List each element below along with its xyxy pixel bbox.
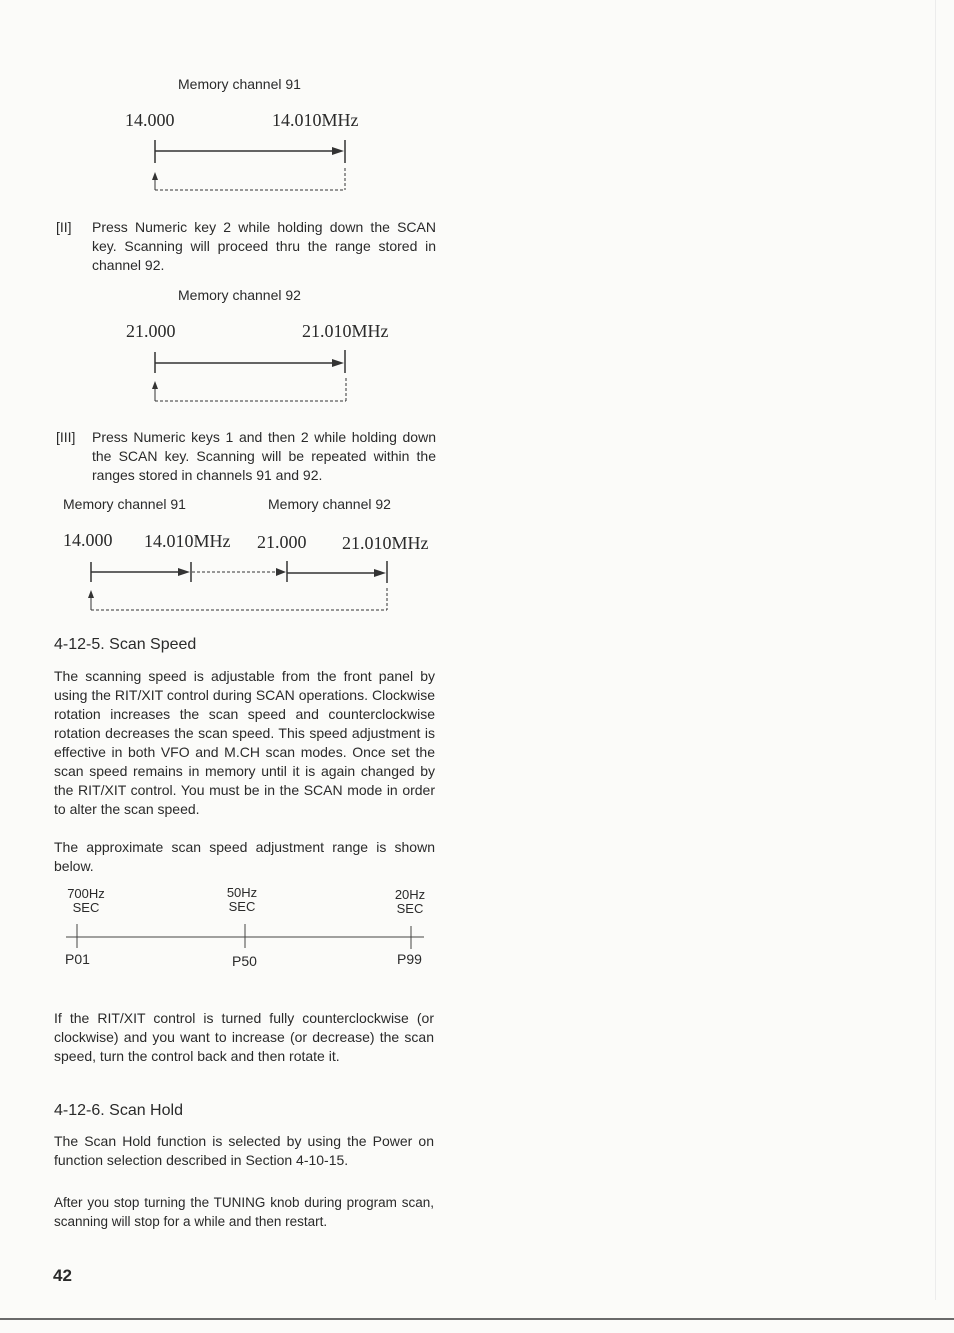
scan-hold-paragraph: The Scan Hold function is selected by using the Power on function selection described in Section 4-10-15. <box>54 1133 434 1168</box>
scan-hold-heading: 4-12-6. Scan Hold <box>54 1102 183 1119</box>
diagram2-start-freq: 21.000 <box>126 321 176 341</box>
scale-left-rate: 700Hz <box>67 886 105 901</box>
rit-xit-note: If the RIT/XIT control is turned fully counterclockwise (or clockwise) and you want to increase (or decrease) the scan speed, turn the control back and then rotate it. <box>54 1010 434 1064</box>
diagram3-caption-91: Memory channel 91 <box>63 496 186 512</box>
diagram1-caption: Memory channel 91 <box>178 76 301 92</box>
scale-mid-unit: SEC <box>228 899 256 914</box>
diagram2-end-freq: 21.010MHz <box>302 321 389 341</box>
diagram3-freq-1: 14.000 <box>63 530 113 550</box>
step-iii-text: Press Numeric keys 1 and then 2 while holding down the SCAN key. Scanning will be repeated within the ranges stored in channels 91 and 92. <box>92 429 436 483</box>
scan-speed-range-intro: The approximate scan speed adjustment range is shown below. <box>54 839 435 874</box>
scale-left-unit: SEC <box>72 900 100 915</box>
scan-speed-paragraph: The scanning speed is adjustable from the front panel by using the RIT/XIT control during SCAN operations. Clockwise rotation increases the scan speed and counterclockwise rotation decreases the scan speed. This speed adjustment is effective in both VFO and M.CH scan modes. Once set the scan speed remains in memory until it is again changed by the RIT/XIT control. You must be in the SCAN mode in order to alter the scan speed. <box>54 668 435 817</box>
scan-hold-restart-note: After you stop turning the TUNING knob during program scan, scanning will stop for a while and then restart. <box>54 1195 434 1229</box>
scan-speed-heading: 4-12-5. Scan Speed <box>54 636 197 653</box>
scale-right-unit: SEC <box>396 901 424 916</box>
diagram1-end-freq: 14.010MHz <box>272 110 359 130</box>
diagram2-caption: Memory channel 92 <box>178 287 301 303</box>
step-ii-text: Press Numeric key 2 while holding down the SCAN key. Scanning will proceed thru the range stored in channel 92. <box>92 219 436 273</box>
bottom-rule <box>0 1318 954 1320</box>
scale-mid-rate: 50Hz <box>226 885 258 900</box>
step-iii-marker: [III] <box>56 429 76 445</box>
diagram3-freq-2: 14.010MHz <box>144 531 231 551</box>
diagram3-caption-92: Memory channel 92 <box>268 496 391 512</box>
diagram3-freq-3: 21.000 <box>257 532 307 552</box>
scale-pos-p50: P50 <box>232 953 257 969</box>
scale-pos-p99: P99 <box>397 951 422 967</box>
step-ii-marker: [II] <box>56 219 72 235</box>
scale-pos-p01: P01 <box>65 951 90 967</box>
diagram1-start-freq: 14.000 <box>125 110 175 130</box>
diagram3-freq-4: 21.010MHz <box>342 533 429 553</box>
page-number: 42 <box>53 1266 72 1285</box>
scale-right-rate: 20Hz <box>394 887 426 902</box>
